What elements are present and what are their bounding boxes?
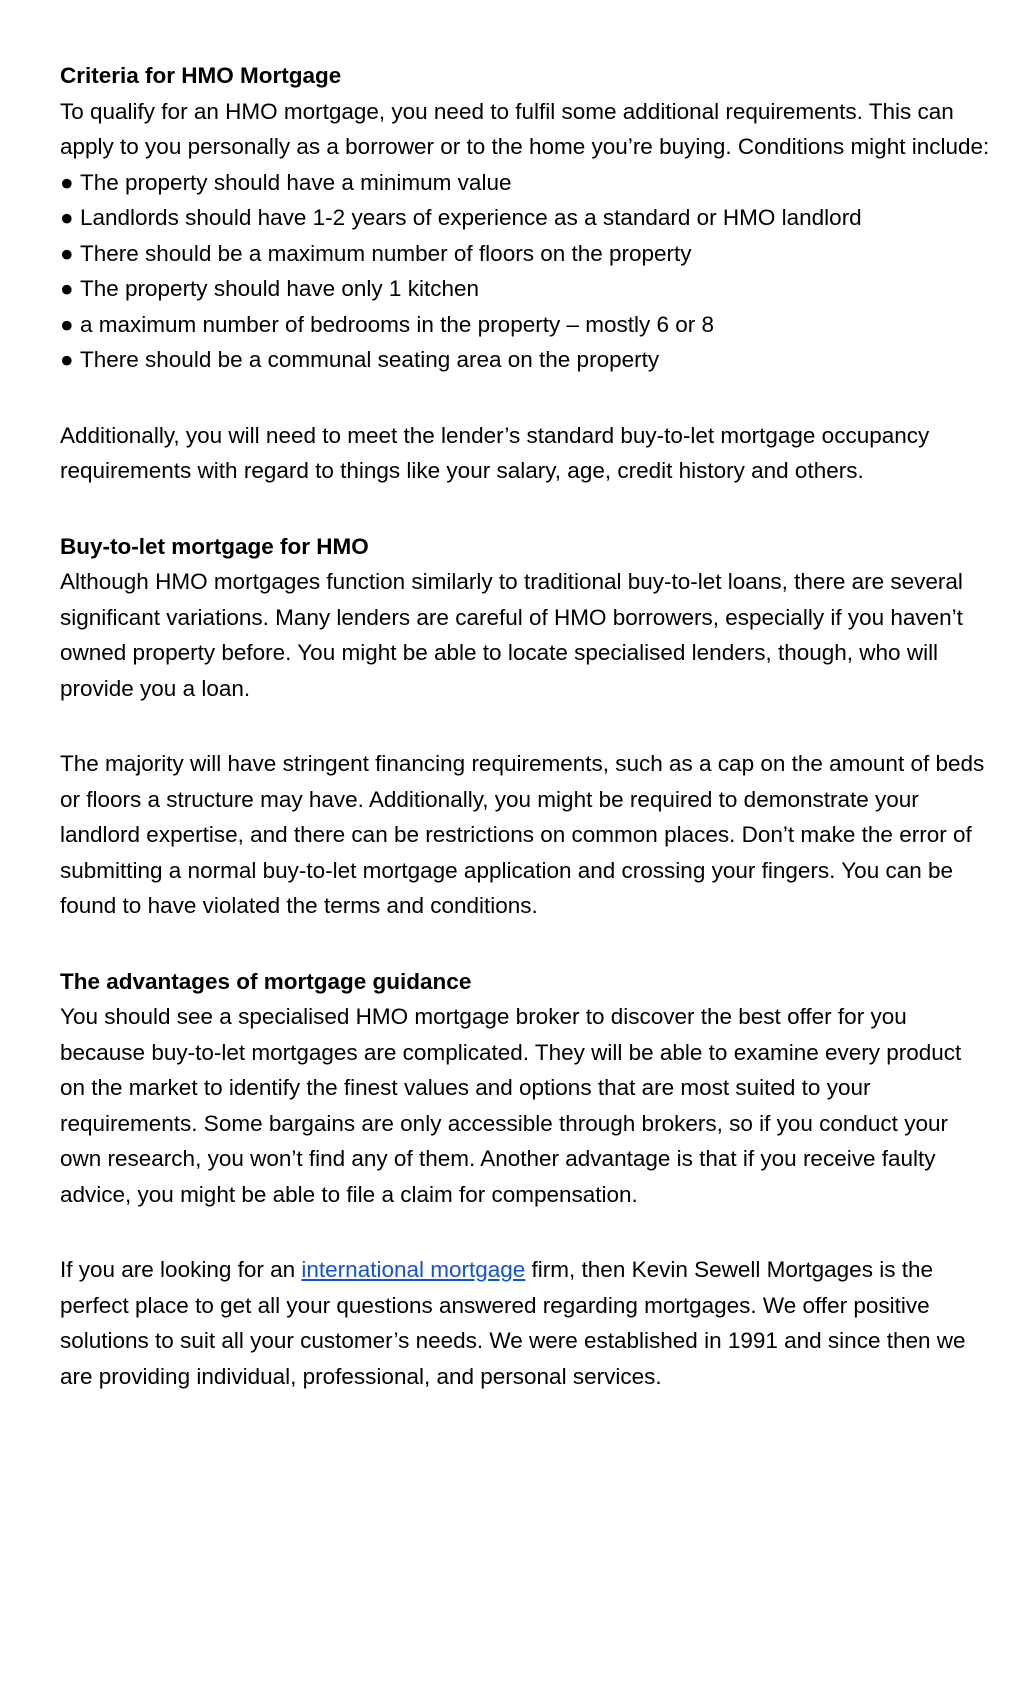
criteria-bullet-list xyxy=(60,165,990,378)
bullet-icon: ● xyxy=(60,205,74,230)
list-item-text: Landlords should have 1-2 years of experience as a standard or HMO landlord xyxy=(80,205,862,230)
additional-requirements-paragraph: Additionally, you will need to meet the lender’s standard buy-to-let mortgage occupancy requirements with regard to things like your salary, age, credit history and others. xyxy=(60,422,930,483)
section-heading-criteria: Criteria for HMO Mortgage xyxy=(60,63,342,88)
bullet-icon: ● xyxy=(60,240,74,266)
paragraph-spacer xyxy=(60,378,990,418)
paragraph-spacer xyxy=(60,489,990,529)
list-item-text: There should be a communal seating area on the property xyxy=(80,347,660,372)
criteria-intro-paragraph: To qualify for an HMO mortgage, you need to fulfil some additional requirements. This can apply to you personally as a borrower or to the home you’re buying. Conditions might include: xyxy=(60,98,990,159)
document-page xyxy=(60,58,990,1394)
paragraph-spacer xyxy=(60,1212,990,1252)
advantages-paragraph: You should see a specialised HMO mortgage broker to discover the best offer for you because buy-to-let mortgages are complicated. They will be able to examine every product on the market to identify the finest values and options that are most suited to your requirements. Some bargains are only accessible through brokers, so if you conduct your own research, you won’t find any of them. Another advantage is that if you receive faulty advice, you might be able to file a claim for compensation. xyxy=(60,1004,962,1207)
bullet-icon: ● xyxy=(60,311,74,337)
list-item xyxy=(60,200,990,236)
section-heading-advantages: The advantages of mortgage guidance xyxy=(60,968,472,994)
list-item-text: The property should have a minimum value xyxy=(80,169,512,195)
list-item xyxy=(60,271,990,307)
list-item xyxy=(60,307,990,343)
list-item xyxy=(60,342,990,378)
closing-text-after-link: firm, then Kevin Sewell Mortgages is the perfect place to get all your questions answered regarding mortgages. We offer positive solutions to suit all your customer’s needs. We were established in 1991 and since then we are providing individual, professional, and personal services. xyxy=(60,1257,966,1389)
list-item-text: There should be a maximum number of floors on the property xyxy=(80,240,692,266)
list-item xyxy=(60,236,990,272)
list-item-text: a maximum number of bedrooms in the property – mostly 6 or 8 xyxy=(80,311,715,337)
section-heading-buy-to-let: Buy-to-let mortgage for HMO xyxy=(60,533,369,559)
buy-to-let-paragraph-2: The majority will have stringent financing requirements, such as a cap on the amount of beds or floors a structure may have. Additionally, you might be required to demonstrate your landlord expertise, and there can be restrictions on common places. Don’t make the error of submitting a normal buy-to-let mortgage application and crossing your fingers. You can be found to have violated the terms and conditions. xyxy=(60,751,985,918)
bullet-icon: ● xyxy=(60,276,74,301)
paragraph-spacer xyxy=(60,924,990,964)
list-item xyxy=(60,165,990,201)
paragraph-spacer xyxy=(60,706,990,746)
list-item-text: The property should have only 1 kitchen xyxy=(80,276,479,301)
closing-paragraph xyxy=(60,1252,990,1394)
closing-text-before-link: If you are looking for an xyxy=(60,1257,302,1282)
bullet-icon: ● xyxy=(60,169,74,195)
bullet-icon: ● xyxy=(60,347,74,372)
international-mortgage-link[interactable]: international mortgage xyxy=(301,1257,526,1282)
buy-to-let-paragraph-1: Although HMO mortgages function similarly to traditional buy-to-let loans, there are several significant variations. Many lenders are careful of HMO borrowers, especially if you haven’t owned property before. You might be able to locate specialised lenders, though, who will provide you a loan. xyxy=(60,569,963,701)
